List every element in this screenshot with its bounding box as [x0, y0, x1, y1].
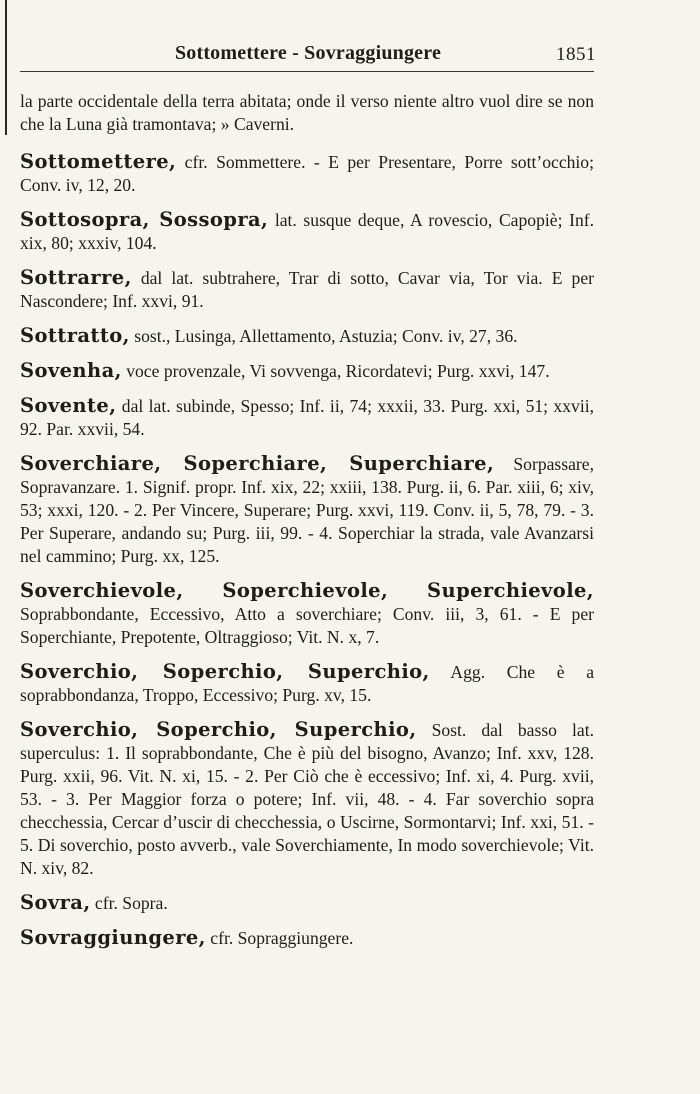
entry-sovraggiungere: [20, 926, 594, 950]
definition: Soprabbondante, Eccessivo, Atto a soverchiare; Conv. iii, 3, 61. - E per Soperchiante, Prepotente, Oltraggioso; Vit. N. x, 7.: [20, 604, 594, 647]
definition: voce provenzale, Vi sovvenga, Ricordatevi; Purg. xxvi, 147.: [121, 361, 550, 381]
entry-sovra: [20, 891, 594, 915]
entry-sottosopra: [20, 208, 594, 255]
entry-soverchiare: [20, 452, 594, 568]
entry-sovenha: [20, 359, 594, 383]
definition: cfr. Sopraggiungere.: [205, 928, 354, 948]
entry-soverchievole: [20, 579, 594, 649]
headword: Sottosopra, Sossopra,: [20, 208, 269, 231]
headword: Soverchievole, Soperchievole, Superchievole,: [20, 579, 594, 602]
definition: dal lat. subtrahere, Trar di sotto, Cavar via, Tor via. E per Nascondere; Inf. xxvi, 91.: [20, 268, 594, 311]
definition: cfr. Sopra.: [90, 893, 168, 913]
entry-soverchio-sost: [20, 718, 594, 880]
headword: Sovenha,: [20, 359, 122, 382]
headword: Sovraggiungere,: [20, 926, 206, 949]
definition: Sorpassare, Sopravanzare. 1. Signif. propr. Inf. xix, 22; xxiii, 138. Purg. ii, 6. Par. xiii, 6; xiv, 53; xxxi, 120. - 2. Per Vincere, Superare; Purg. xxvi, 119. Conv. ii, 5, 78, 79. - 3. Per Superare, andando su; Purg. iii, 99. - 4. Soperchiar la strada, vale Avanzarsi nel cammino; Purg. xx, 125.: [20, 454, 594, 566]
headword: Sottomettere,: [20, 150, 177, 173]
definition: dal lat. subinde, Spesso; Inf. ii, 74; xxxii, 33. Purg. xxi, 51; xxvii, 92. Par. xxvii, 54.: [20, 396, 594, 439]
dictionary-body: [20, 90, 594, 961]
headword: Soverchio, Soperchio, Superchio,: [20, 660, 430, 683]
definition: Agg. Che è a soprabbondanza, Troppo, Eccessivo; Purg. xv, 15.: [20, 662, 594, 705]
headword: Sottratto,: [20, 324, 130, 347]
page-number: 1851: [556, 44, 596, 65]
headword: Sovente,: [20, 394, 117, 417]
entry-soverchio-agg: [20, 660, 594, 707]
entry-sottrarre: [20, 266, 594, 313]
running-title: Sottomettere - Sovraggiungere: [174, 42, 442, 64]
entry-sovente: [20, 394, 594, 441]
definition: cfr. Sommettere. - E per Presentare, Porre sott’occhio; Conv. iv, 12, 20.: [20, 152, 594, 195]
page-edge-line: [5, 0, 7, 135]
definition: sost., Lusinga, Allettamento, Astuzia; Conv. iv, 27, 36.: [129, 326, 518, 346]
header-rule: [20, 71, 594, 72]
headword: Soverchiare, Soperchiare, Superchiare,: [20, 452, 495, 475]
headword: Sovra,: [20, 891, 91, 914]
headword: Sottrarre,: [20, 266, 132, 289]
definition: Sost. dal basso lat. superculus: 1. Il soprabbondante, Che è più del bisogno, Avanzo; Inf. xxv, 128. Purg. xxii, 96. Vit. N. xi, 15. - 2. Per Ciò che è eccessivo; Inf. xi, 4. Purg. xvii, 53. - 3. Per Maggior forza o potere; Inf. vii, 48. - 4. Far soverchio sopra checchessia, Cercar d’uscir di checchessia, o Uscirne, Sormontarvi; Inf. xxi, 51. - 5. Di soverchio, posto avverb., vale Soverchiamente, In modo soverchievole; Vit. N. xiv, 82.: [20, 720, 594, 878]
headword: Soverchio, Soperchio, Superchio,: [20, 718, 417, 741]
entry-sottratto: [20, 324, 594, 348]
entry-sottomettere: [20, 150, 594, 197]
definition: lat. susque deque, A rovescio, Capopiè; Inf. xix, 80; xxxiv, 104.: [20, 210, 594, 253]
continuation-paragraph: la parte occidentale della terra abitata; onde il verso niente altro vuol dire se non che la Luna già tramontava; » Caverni.: [20, 91, 594, 134]
